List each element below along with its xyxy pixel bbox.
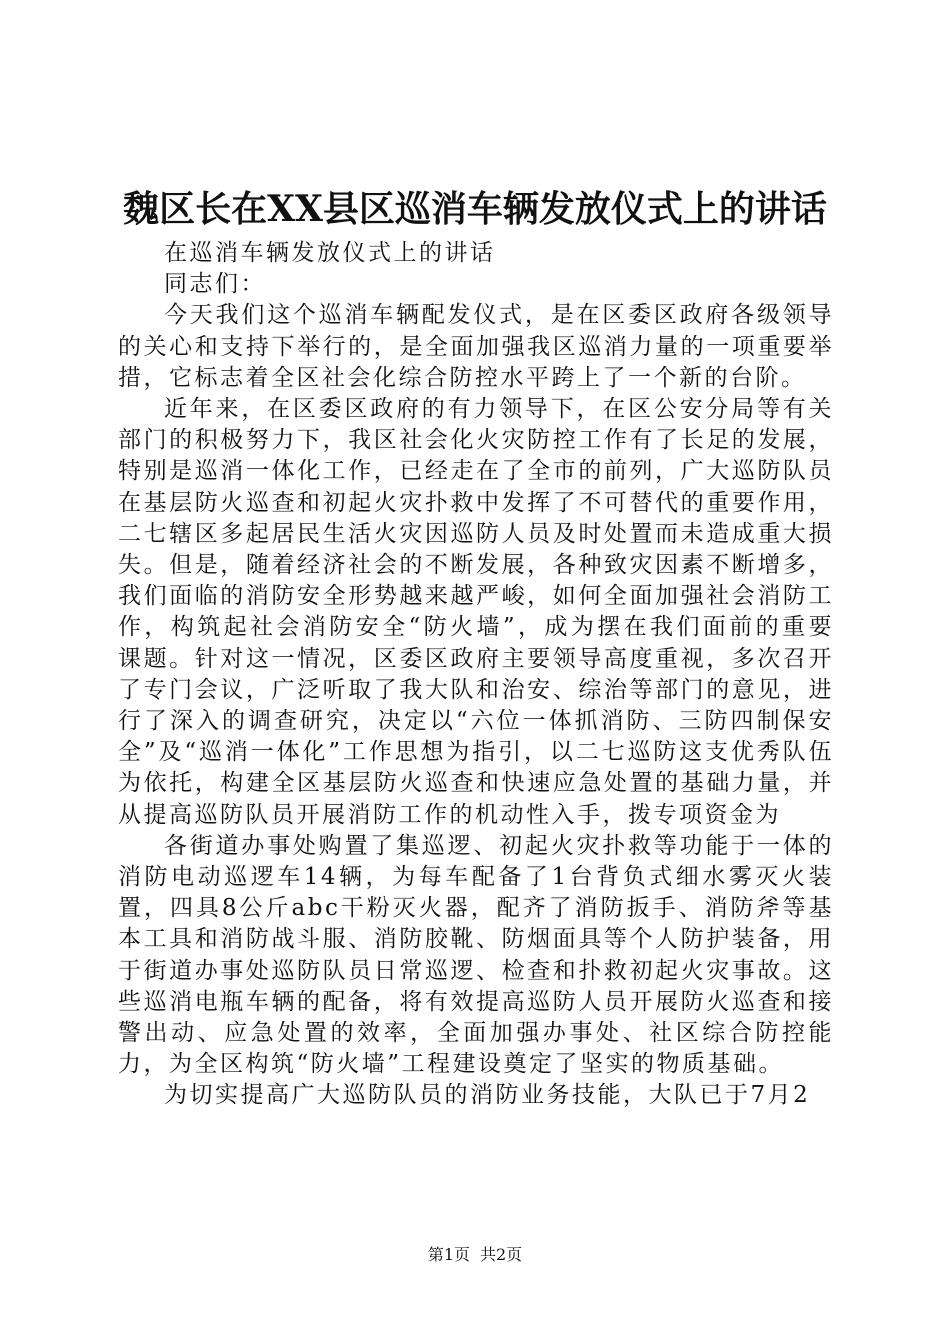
paragraph: 各街道办事处购置了集巡逻、初起火灾扑救等功能于一体的消防电动巡逻车14辆，为每车配备了1台背负式细水雾灭火装置，四具8公斤abc干粉灭火器，配齐了消防扳手、消防斧等基本工具和消防战斗服、消防胶靴、防烟面具等个人防护装备，用于街道办事处巡防队员日常巡逻、检查和扑救初起火灾事故。这些巡消电瓶车辆的配备，将有效提高巡防人员开展防火巡查和接警出动、应急处置的效率，全面加强办事处、社区综合防控能力，为全区构筑“防火墙”工程建设奠定了坚实的物质基础。 <box>118 832 834 1078</box>
paragraph: 今天我们这个巡消车辆配发仪式，是在区委区政府各级领导的关心和支持下举行的，是全面加强我区巡消力量的一项重要举措，它标志着全区社会化综合防控水平跨上了一个新的台阶。 <box>118 302 834 391</box>
page-total: 共2页 <box>480 1245 523 1264</box>
document-body <box>118 238 834 1112</box>
paragraph: 为切实提高广大巡防队员的消防业务技能，大队已于7月2 <box>164 1082 811 1109</box>
paragraph: 近年来，在区委区政府的有力领导下，在区公安分局等有关部门的积极努力下，我区社会化火灾防控工作有了长足的发展，特别是巡消一体化工作，已经走在了全市的前列，广大巡防队员在基层防火巡查和初起火灾扑救中发挥了不可替代的重要作用，二七辖区多起居民生活火灾因巡防人员及时处置而未造成重大损失。但是，随着经济社会的不断发展，各种致灾因素不断增多，我们面临的消防安全形势越来越严峻，如何全面加强社会消防工作，构筑起社会消防安全“防火墙”，成为摆在我们面前的重要课题。针对这一情况，区委区政府主要领导高度重视，多次召开了专门会议，广泛听取了我大队和治安、综治等部门的意见，进行了深入的调查研究，决定以“六位一体抓消防、三防四制保安全”及“巡消一体化”工作思想为指引，以二七巡防这支优秀队伍为依托，构建全区基层防火巡查和快速应急处置的基础力量，并从提高巡防队员开展消防工作的机动性入手，拨专项资金为 <box>118 396 834 828</box>
document-title: 魏区长在XX县区巡消车辆发放仪式上的讲话 <box>123 188 827 230</box>
page-number: 第1页 <box>427 1245 470 1264</box>
salutation: 同志们： <box>164 271 266 298</box>
speech-subtitle: 在巡消车辆发放仪式上的讲话 <box>164 240 496 266</box>
page-footer <box>0 1244 950 1266</box>
